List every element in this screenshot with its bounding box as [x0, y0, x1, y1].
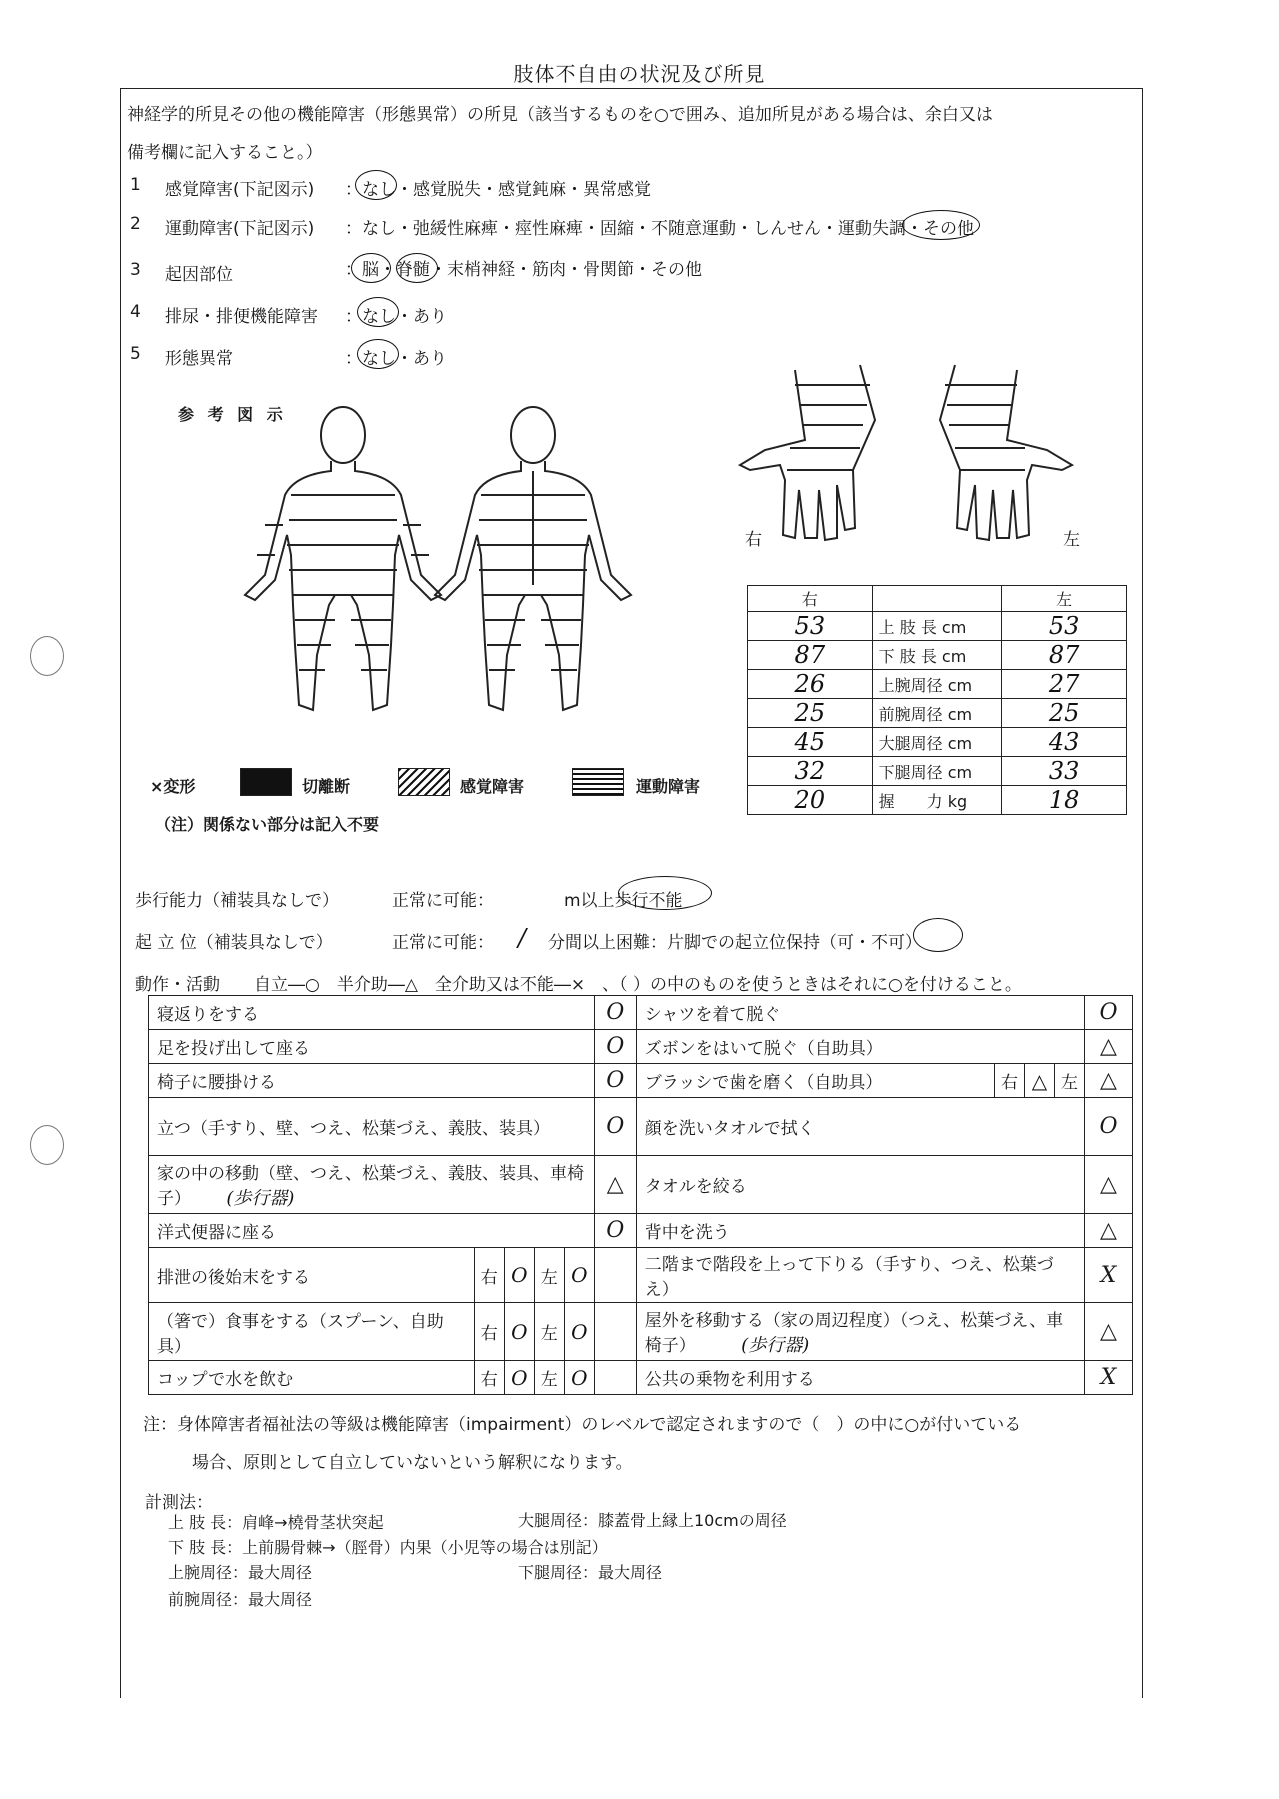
activity-table	[148, 995, 1133, 1395]
method-item: 前腕周径：最大周径	[168, 1590, 313, 1609]
diagram-label: 参 考 図 示	[178, 405, 287, 424]
activity-label: 屋外を移動する（家の周辺程度）（つえ、松葉づえ、車椅子）	[644, 1311, 1064, 1356]
finding-label: 形態異常	[165, 349, 233, 369]
activity-label-cell	[149, 1156, 595, 1214]
measure-label: 下 肢 長 cm	[872, 641, 1002, 670]
table-row	[748, 612, 1127, 641]
legend-deform: ×変形	[150, 777, 196, 796]
activity-extra: (歩行器)	[741, 1335, 810, 1356]
finding-label: 感覚障害(下記図示)	[165, 180, 315, 200]
side-label: 右	[474, 1303, 504, 1361]
activity-label: （箸で）食事をする（スプーン、自助具）	[149, 1303, 475, 1361]
measure-label: 大腿周径 cm	[872, 728, 1002, 757]
left-value: 33	[1002, 757, 1127, 786]
right-value: 20	[748, 786, 873, 815]
finding-num: 3	[130, 260, 141, 280]
body-diagram	[235, 405, 645, 755]
measure-label: 前腕周径 cm	[872, 699, 1002, 728]
activity-label: ズボンをはいて脱ぐ（自助具）	[636, 1030, 1084, 1064]
side-mark: O	[564, 1361, 594, 1395]
finding-label: 排尿・排便機能障害	[165, 307, 318, 327]
table-row	[149, 1303, 1133, 1361]
selection-circle	[902, 210, 980, 240]
blank-cell	[594, 1303, 636, 1361]
finding-label: 起因部位	[165, 265, 233, 285]
finding-options: ：なし・あり	[345, 349, 447, 369]
table-row	[748, 641, 1127, 670]
activity-label: シャツを着て脱ぐ	[636, 996, 1084, 1030]
table-row	[149, 1098, 1133, 1156]
side-label: 左	[1055, 1064, 1085, 1098]
activity-header: 動作・活動 自立―○ 半介助―△ 全介助又は不能―× 、（ ）の中のものを使うときはそれに○を付けること。	[135, 975, 1022, 995]
footnote-line-2: 場合、原則として自立していないという解釈になります。	[192, 1453, 633, 1473]
side-label: 右	[995, 1064, 1025, 1098]
intro-line-2: 備考欄に記入すること。）	[127, 143, 323, 163]
finding-options: ：なし・弛緩性麻痺・痙性麻痺・固縮・不随意運動・しんせん・運動失調・その他	[345, 219, 974, 239]
side-label: 右	[474, 1248, 504, 1303]
activity-mark: △	[1085, 1303, 1133, 1361]
hand-left-label: 左	[1063, 530, 1080, 550]
methods-heading: 計測法：	[145, 1493, 213, 1513]
method-item: 大腿周径：膝蓋骨上縁上10cmの周径	[518, 1511, 787, 1530]
activity-label: 排泄の後始末をする	[149, 1248, 475, 1303]
activity-mark: △	[1085, 1064, 1133, 1098]
activity-label: 背中を洗う	[636, 1214, 1084, 1248]
measure-label: 握 力 kg	[872, 786, 1002, 815]
finding-options: ：なし・感覚脱失・感覚鈍麻・異常感覚	[345, 180, 651, 200]
right-value: 87	[748, 641, 873, 670]
activity-mark: X	[1085, 1361, 1133, 1395]
header-left: 左	[1002, 586, 1127, 612]
blank-cell	[594, 1248, 636, 1303]
right-value: 53	[748, 612, 873, 641]
blank-cell	[594, 1361, 636, 1395]
activity-mark: O	[594, 1214, 636, 1248]
activity-mark: O	[594, 1098, 636, 1156]
table-row	[149, 1214, 1133, 1248]
hand-right-label: 右	[745, 530, 762, 550]
activity-label: 公共の乗物を利用する	[636, 1361, 1084, 1395]
activity-mark: O	[594, 1030, 636, 1064]
table-row	[748, 670, 1127, 699]
activity-label: 二階まで階段を上って下りる（手すり、つえ、松葉づえ）	[636, 1248, 1084, 1303]
method-item: 上腕周径：最大周径	[168, 1563, 313, 1582]
selection-circle	[357, 297, 399, 327]
activity-label: 洋式便器に座る	[149, 1214, 595, 1248]
punch-hole	[30, 1125, 64, 1165]
header-blank	[872, 586, 1002, 612]
left-value: 53	[1002, 612, 1127, 641]
walking-normal: 正常に可能：	[392, 891, 494, 911]
header-right: 右	[748, 586, 873, 612]
table-row	[748, 757, 1127, 786]
walking-label: 歩行能力（補装具なしで）	[135, 891, 339, 911]
finding-options: ：なし・あり	[345, 307, 447, 327]
activity-label: タオルを絞る	[636, 1156, 1084, 1214]
walking-value: m以上歩行不能	[564, 891, 683, 911]
side-label: 右	[474, 1361, 504, 1395]
method-item: 下 肢 長：上前腸骨棘→（脛骨）内果（小児等の場合は別記）	[168, 1538, 608, 1557]
selection-circle	[357, 339, 399, 369]
activity-mark: O	[1085, 996, 1133, 1030]
activity-mark: △	[594, 1156, 636, 1214]
side-mark: O	[564, 1303, 594, 1361]
activity-extra: (歩行器)	[226, 1188, 295, 1209]
measure-label: 上腕周径 cm	[872, 670, 1002, 699]
standing-label: 起 立 位（補装具なしで）	[135, 933, 333, 953]
table-row	[748, 786, 1127, 815]
right-value: 26	[748, 670, 873, 699]
finding-label: 運動障害(下記図示)	[165, 219, 315, 239]
left-value: 87	[1002, 641, 1127, 670]
activity-mark: X	[1085, 1248, 1133, 1303]
left-value: 18	[1002, 786, 1127, 815]
activity-label: 立つ（手すり、壁、つえ、松葉づえ、義肢、装具）	[149, 1098, 595, 1156]
selection-circle	[913, 918, 963, 952]
legend-amputation: 切離断	[302, 777, 351, 796]
activity-mark: O	[594, 1064, 636, 1098]
standing-mark: /	[518, 924, 527, 952]
side-label: 左	[534, 1303, 564, 1361]
sensory-swatch	[398, 768, 450, 796]
legend-sensory: 感覚障害	[460, 777, 525, 796]
table-row	[149, 1064, 1133, 1098]
legend-note: （注）関係ない部分は記入不要	[155, 815, 380, 834]
side-mark: O	[564, 1248, 594, 1303]
table-row	[748, 728, 1127, 757]
activity-mark: O	[1085, 1098, 1133, 1156]
standing-value: 分間以上困難：片脚での起立位保持（可・不可）	[548, 933, 922, 953]
legend-motor: 運動障害	[636, 777, 701, 796]
activity-mark: △	[1085, 1030, 1133, 1064]
table-row	[149, 996, 1133, 1030]
table-row	[149, 1248, 1133, 1303]
side-mark: O	[504, 1303, 534, 1361]
footnote-line-1: 注：身体障害者福祉法の等級は機能障害（impairment）のレベルで認定されますので（ ）の中に○が付いている	[143, 1415, 1022, 1435]
measure-label: 上 肢 長 cm	[872, 612, 1002, 641]
side-mark: O	[504, 1248, 534, 1303]
activity-label: ブラッシで歯を磨く（自助具）	[636, 1064, 994, 1098]
side-label: 左	[534, 1361, 564, 1395]
selection-circle	[355, 170, 397, 200]
side-mark: △	[1025, 1064, 1055, 1098]
activity-mark: △	[1085, 1214, 1133, 1248]
measurement-table	[747, 585, 1127, 815]
activity-label: 寝返りをする	[149, 996, 595, 1030]
amputation-swatch	[240, 768, 292, 796]
table-row	[748, 699, 1127, 728]
selection-circle	[618, 876, 712, 910]
activity-mark: O	[594, 996, 636, 1030]
activity-label: 顔を洗いタオルで拭く	[636, 1098, 1084, 1156]
activity-mark: △	[1085, 1156, 1133, 1214]
finding-num: 1	[130, 175, 141, 195]
intro-line-1: 神経学的所見その他の機能障害（形態異常）の所見（該当するものを○で囲み、追加所見がある場合は、余白又は	[127, 105, 993, 125]
hand-diagram	[735, 360, 1085, 560]
side-label: 左	[534, 1248, 564, 1303]
activity-label: 足を投げ出して座る	[149, 1030, 595, 1064]
measure-label: 下腿周径 cm	[872, 757, 1002, 786]
motor-swatch	[572, 768, 624, 796]
method-item: 下腿周径：最大周径	[518, 1563, 663, 1582]
right-value: 45	[748, 728, 873, 757]
right-value: 25	[748, 699, 873, 728]
activity-label: 家の中の移動（壁、つえ、松葉づえ、義肢、装具、車椅子）	[157, 1164, 585, 1209]
standing-normal: 正常に可能：	[392, 933, 494, 953]
left-value: 43	[1002, 728, 1127, 757]
left-value: 27	[1002, 670, 1127, 699]
right-value: 32	[748, 757, 873, 786]
finding-num: 4	[130, 302, 141, 322]
form-title: 肢体不自由の状況及び所見	[513, 62, 766, 86]
table-row	[149, 1361, 1133, 1395]
selection-circle	[396, 253, 438, 283]
finding-num: 2	[130, 214, 141, 234]
method-item: 上 肢 長：肩峰→橈骨茎状突起	[168, 1513, 384, 1532]
finding-options: ：脳・脊髄・末梢神経・筋肉・骨関節・その他	[345, 260, 702, 280]
punch-hole	[30, 636, 64, 676]
table-row	[149, 1156, 1133, 1214]
left-value: 25	[1002, 699, 1127, 728]
selection-circle	[351, 253, 391, 283]
finding-num: 5	[130, 344, 141, 364]
activity-label-cell	[636, 1303, 1084, 1361]
side-mark: O	[504, 1361, 534, 1395]
activity-label: 椅子に腰掛ける	[149, 1064, 595, 1098]
table-row	[149, 1030, 1133, 1064]
activity-label: コップで水を飲む	[149, 1361, 475, 1395]
